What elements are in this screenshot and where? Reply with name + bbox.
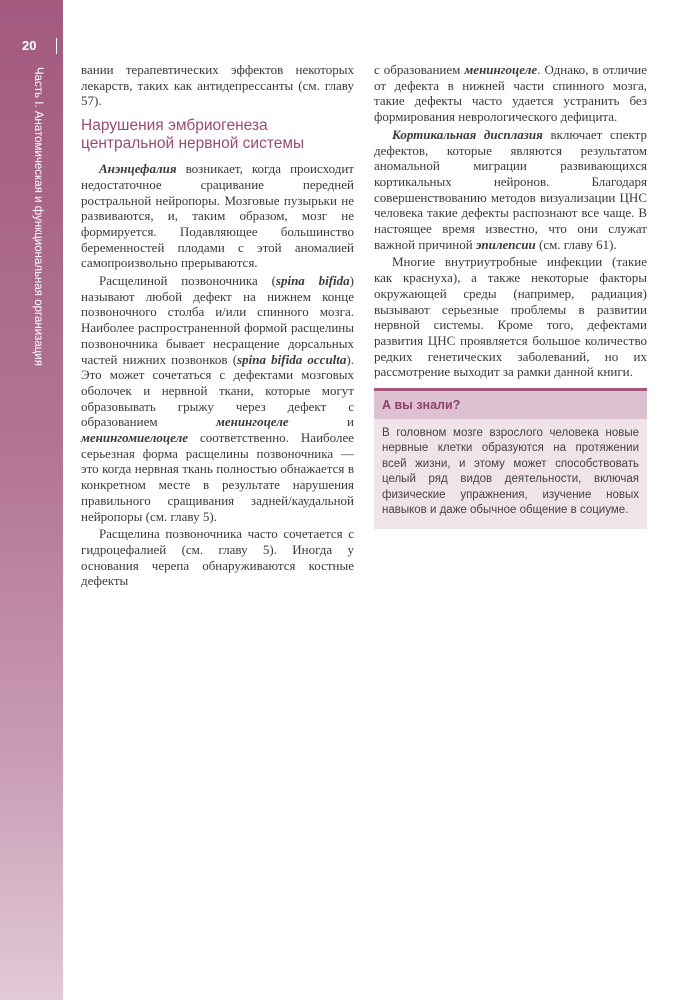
- spina-bifida-paragraph: Расщелиной позвоночника (spina bifida) называют любой дефект на нижнем конце позвоночного столба и/или спинного мозга. Наиболее распространенной формой расщелины позвоночника бывает несращение дорсальных частей нижних позвонков (spina bifida occulta). Это может сочетаться с дефектами мозговых оболочек и нервной ткани, которые могут образовывать грыжу через дефект с образованием менингоцеле и менингомиелоцеле соответственно. Наиболее серьезная форма расщелины позвоночника — это когда нервная ткань полностью обнажается в конкретном месте в результате нарушения правильного сращивания задней/каудальной нейропоры (см. главу 5).: [81, 273, 354, 524]
- term-spina-bifida-occulta: spina bifida occulta: [237, 351, 347, 367]
- page-number-divider: [56, 38, 57, 54]
- anencephaly-paragraph: Анэнцефалия возникает, когда происходит недостаточное срацивание передней ростральной нейропоры. Мозговые пузырьки не развиваются, и, таким образом, мозг не формируется. Подавляющее большинство беременностей плодами с этой аномалией самопроизвольно прерываются.: [81, 161, 354, 271]
- continued-paragraph: вании терапевтических эффектов некоторых лекарств, таких как антидепрессанты (см. главу 57).: [81, 62, 354, 109]
- term-anencephaly: Анэнцефалия: [99, 161, 177, 177]
- did-you-know-box: [374, 388, 647, 529]
- term-cortical-dysplasia: Кортикальная дисплазия: [392, 126, 543, 142]
- left-column: [81, 62, 354, 589]
- right-column: [374, 62, 647, 529]
- did-you-know-title: А вы знали?: [374, 391, 647, 419]
- term-epilepsy: эпилепсии: [475, 236, 536, 252]
- continued-paragraph-right: с образованием менингоцеле. Однако, в отличие от дефекта в нижней части спинного мозга, такие дефекты часто удается устранить без формирования неврологического дефицита.: [374, 62, 647, 125]
- term-meningocele-right: менингоцеле: [464, 62, 538, 77]
- infections-paragraph: Многие внутриутробные инфекции (такие как краснуха), а также некоторые факторы окружающей среды (например, радиация) вызывают серьезные проблемы в развитии нервной системы. Кроме того, дефектами развития ЦНС проявляется большое количество редких генетических заболеваний, но их рассмотрение выходит за рамки данной книги.: [374, 254, 647, 380]
- hydrocephalus-paragraph: Расщелина позвоночника часто сочетается с гидроцефалией (см. главу 5). Иногда у основания черепа обнаруживаются костные дефекты: [81, 526, 354, 589]
- section-heading: Нарушения эмбриогенеза центральной нервной системы: [81, 117, 305, 153]
- did-you-know-body: В головном мозге взрослого человека новые нервные клетки образуются на протяжении всей жизни, и этому может способствовать целый ряд видов деятельности, включая физические упражнения, изучение новых навыков и даже обычное общение в социуме.: [382, 426, 639, 517]
- term-meningomyelocele: менингомиелоцеле: [81, 430, 189, 446]
- chapter-label: Часть I. Анатомическая и функциональная организация: [32, 67, 44, 367]
- cortical-dysplasia-paragraph: Кортикальная дисплазия включает спектр дефектов, которые являются результатом аномальной миграции развивающихся кортикальных нейронов. Благодаря совершенствованию методов визуализации ЦНС человека такие дефекты распознают все чаще. В настоящее время известно, что они служат важной причиной эпилепсии (см. главу 61).: [374, 126, 647, 252]
- term-meningocele: менингоцеле: [215, 414, 289, 430]
- page-number: 20: [22, 38, 37, 53]
- term-spina-bifida: spina bifida: [275, 273, 350, 289]
